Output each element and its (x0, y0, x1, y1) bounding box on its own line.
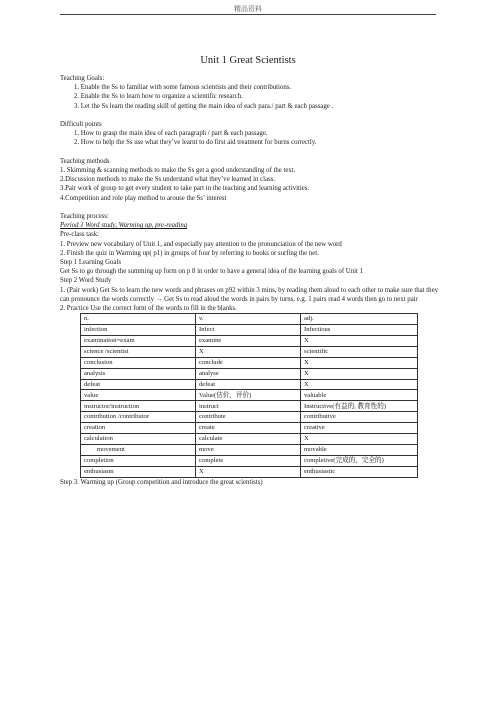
table-cell: calculate (196, 434, 301, 445)
step-3-heading: Step 3. Warming up (Group competition and introduce the great scientists) (60, 478, 263, 486)
table-cell: science /scientist (81, 346, 196, 357)
table-row (81, 325, 418, 336)
table-cell: contribute (196, 412, 301, 423)
table-row (81, 390, 418, 401)
table-row (81, 401, 418, 412)
difficult-heading: Difficult points (60, 121, 102, 128)
method-item: 1. Skimming & scanning methods to make the Ss get a good understanding of the text. (60, 167, 296, 174)
table-cell: create (196, 423, 301, 434)
word-forms-table (80, 313, 418, 477)
method-item: 4.Competition and role play method to arouse the Ss’ interest (60, 194, 227, 202)
table-row (81, 368, 418, 379)
table-cell: complete (196, 455, 301, 466)
goal-item: 3. Let the Ss learn the reading skill of getting the main idea of each para./ part & each passage . (74, 102, 334, 110)
table-cell: completion (81, 455, 196, 466)
step-1-text: Get Ss to go through the summing up form on p 8 in order to have a general idea of the learning goals of Unit 1 (60, 268, 363, 276)
preclass-task-2: 2. Finish the quiz in Warming up( p1) in groups of four by referring to books or surfing the net. (60, 249, 319, 257)
document-body (60, 74, 438, 487)
step-2-item-1: 1. (Pair work) Get Ss to learn the new words and phrases on p92 within 3 mins, by reading them aloud to each other to make sure that they can pronounce the words correctly → Get Ss to read aloud the words in pairs by turns, e.g. 1 pairs read 4 words then go to next pair (60, 286, 438, 303)
method-item: 2.Discussion methods to make the Ss understand what they’ve learned in class. (60, 176, 276, 184)
table-row (81, 455, 418, 466)
table-header-cell: adj. (301, 314, 418, 325)
table-row (81, 423, 418, 434)
table-cell: X (196, 346, 301, 357)
goal-item: 1. Enable the Ss to familiar with some famous scientists and their contributions. (74, 84, 292, 92)
table-row (81, 346, 418, 357)
table-cell: X (301, 357, 418, 368)
methods-heading: Teaching methods (60, 157, 110, 165)
table-cell: creative (301, 423, 418, 434)
table-row (81, 357, 418, 368)
table-cell: examine (196, 336, 301, 347)
table-cell: instruct (196, 401, 301, 412)
table-cell: infection (81, 325, 196, 336)
table-cell: value (81, 390, 196, 401)
table-header-row (81, 314, 418, 325)
table-row (81, 434, 418, 445)
table-cell: contributive (301, 412, 418, 423)
table-row (81, 466, 418, 477)
table-cell: move (196, 444, 301, 455)
header-rule (60, 14, 436, 15)
table-cell: instructor/instruction (81, 401, 196, 412)
table-cell: analyse (196, 368, 301, 379)
table-cell: conclusion (81, 357, 196, 368)
table-cell: examination=exam (81, 336, 196, 347)
table-cell: movement (81, 444, 196, 455)
table-cell: X (301, 368, 418, 379)
table-cell: enthusiastic (301, 466, 418, 477)
step-2-heading: Step 2 Word Study (60, 277, 112, 285)
table-cell: scientific (301, 346, 418, 357)
step-2-item-2: 2. Practice Use the correct form of the words to fill in the blanks. (60, 305, 237, 313)
process-heading: Teaching process: (60, 213, 109, 220)
goals-heading: Teaching Goals: (60, 75, 105, 82)
page-header-mark: 精品资料 (234, 5, 262, 13)
period-heading: Period 1 Word study, Warming up, pre-reading (60, 222, 188, 230)
table-cell: Infect (196, 325, 301, 336)
document-title: Unit 1 Great Scientists (200, 55, 296, 66)
table-cell: contribution /contributor (81, 412, 196, 423)
table-cell: defeat (81, 379, 196, 390)
table-cell: defeat (196, 379, 301, 390)
table-cell: analysis (81, 368, 196, 379)
table-cell: X (301, 336, 418, 347)
difficult-item: 1. How to grasp the main idea of each paragraph / part & each passage. (74, 130, 268, 138)
preclass-heading: Pre-class task: (60, 231, 100, 239)
table-cell: completive(完成的，完全的) (301, 455, 418, 466)
difficult-item: 2. How to help the Ss use what they’ve learnt to do first aid treatment for burns correctly. (74, 139, 317, 147)
table-cell: X (301, 434, 418, 445)
goal-item: 2. Enable the Ss to learn how to organize a scientific research. (74, 93, 243, 101)
table-row (81, 379, 418, 390)
table-header-cell: v. (196, 314, 301, 325)
table-row (81, 336, 418, 347)
table-row (81, 444, 418, 455)
table-cell: enthusiasm (81, 466, 196, 477)
table-cell: Value(估价，评价) (196, 390, 301, 401)
table-cell: movable (301, 444, 418, 455)
table-cell: X (301, 379, 418, 390)
table-cell: creation (81, 423, 196, 434)
step-1-heading: Step 1 Learning Goals (60, 259, 121, 267)
table-row (81, 412, 418, 423)
preclass-task-1: 1. Preview new vocabulary of Unit 1, and especially pay attention to the pronunciation of the new word (60, 240, 342, 248)
table-cell: valuable (301, 390, 418, 401)
method-item: 3.Pair work of group to get every student to take part in the teaching and learning activities. (60, 185, 310, 193)
table-cell: calculation (81, 434, 196, 445)
table-cell: X (196, 466, 301, 477)
table-cell: Instructive(有益的, 教育性的) (301, 401, 418, 412)
table-cell: conclude (196, 357, 301, 368)
table-cell: Infectious (301, 325, 418, 336)
table-header-cell: n. (81, 314, 196, 325)
